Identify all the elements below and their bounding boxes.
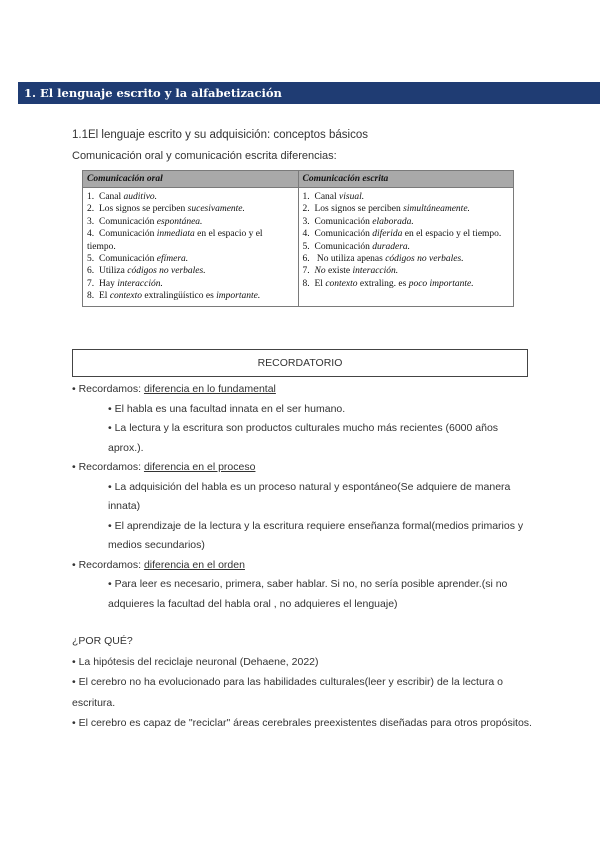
oral-item-text: Hay (99, 278, 118, 289)
written-item-text: Los signos se perciben (314, 204, 404, 215)
oral-item-text: importante. (216, 291, 261, 302)
written-item-text: visual. (339, 192, 365, 202)
written-item-number: 5. (302, 241, 310, 252)
written-item (303, 216, 510, 228)
written-item-text: poco importante. (408, 278, 474, 289)
oral-item (87, 290, 294, 302)
subsection-title: 1.1El lenguaje escrito y su adquisición: conceptos básicos (72, 129, 368, 141)
why-point: • El cerebro es capaz de "reciclar" áreas cerebrales preexistentes diseñadas para otros propósitos. (72, 717, 532, 729)
oral-item-number: 4. (87, 229, 95, 240)
reminder-point (72, 458, 532, 478)
written-list (303, 191, 510, 290)
reminder-lead: • Recordamos: (72, 558, 144, 571)
written-item-number: 2. (302, 204, 310, 215)
written-item (303, 228, 510, 240)
why-point: • El cerebro no ha evolucionado para las habilidades culturales(leer y escribir) de la lectura o escritura. (72, 676, 503, 709)
header-oral: Comunicación oral (83, 171, 299, 188)
written-item (303, 265, 510, 277)
why-title: ¿POR QUÉ? (72, 635, 133, 647)
written-item-text: existe (325, 266, 353, 277)
oral-item (87, 278, 294, 290)
oral-item-text: contexto (109, 291, 143, 302)
oral-item-number: 2. (87, 204, 95, 215)
oral-item-text: extralingüístico es (142, 291, 217, 302)
reminder-subpoint: • La lectura y la escritura son productos culturales mucho más recientes (6000 años aprox.). (108, 422, 499, 454)
written-item-text: Comunicación (314, 241, 373, 252)
oral-item (87, 203, 294, 215)
oral-item (87, 191, 294, 203)
oral-column (83, 188, 299, 307)
written-item-text: No utiliza apenas (314, 254, 386, 265)
written-column (298, 188, 514, 307)
reminder-topic: diferencia en el orden (143, 558, 245, 571)
written-item-text: extraling. es (357, 278, 409, 289)
written-item-text: El (314, 278, 326, 289)
why-section (72, 631, 532, 734)
oral-item-text: Comunicación (99, 229, 157, 240)
oral-item-number: 8. (87, 291, 95, 302)
oral-item (87, 216, 294, 228)
reminder-topic: diferencia en el proceso (143, 461, 256, 473)
reminder-notes (72, 380, 532, 614)
reminder-point (72, 556, 532, 576)
reminder-box (72, 349, 528, 377)
oral-item (87, 228, 294, 253)
oral-item-number: 3. (87, 216, 95, 227)
written-item-number: 6. (302, 254, 310, 265)
written-item (303, 191, 510, 203)
oral-item-text: El (99, 291, 110, 302)
written-item (303, 241, 510, 253)
written-item-text: duradera. (372, 241, 411, 252)
header-written: Comunicación escrita (298, 171, 514, 188)
reminder-lead: • Recordamos: (72, 383, 144, 395)
reminder-subpoint: • El habla es una facultad innata en el ser humano. (108, 402, 346, 415)
section-header (18, 82, 600, 104)
written-item-text: simultáneamente. (403, 204, 470, 215)
comparison-table (82, 170, 514, 307)
written-item-text: contexto (325, 278, 358, 289)
written-item-number: 7. (302, 266, 310, 277)
written-item (303, 278, 510, 290)
reminder-topic: diferencia en lo fundamental (143, 383, 276, 395)
oral-item-number: 6. (87, 266, 95, 277)
written-item-text: Canal (314, 192, 340, 202)
why-point: • La hipótesis del reciclaje neuronal (Dehaene, 2022) (72, 655, 319, 668)
written-item-text: elaborada. (372, 216, 414, 227)
why-points (72, 652, 532, 734)
oral-item-text: auditivo. (123, 192, 158, 202)
oral-item-number: 5. (87, 254, 95, 265)
written-item-number: 3. (302, 216, 310, 227)
written-item-text: en el espacio y el tiempo. (402, 229, 502, 240)
oral-item-text: Comunicación (99, 254, 157, 265)
oral-item-text: Utiliza (99, 266, 128, 277)
written-item-text: diferida (372, 229, 403, 240)
written-item-text: Comunicación (314, 229, 373, 240)
written-item-text: códigos no verbales. (385, 254, 464, 265)
written-item-number: 8. (302, 278, 310, 289)
written-item-number: 4. (302, 229, 310, 240)
reminder-lead: • Recordamos: (72, 461, 144, 473)
reminder-subpoint: • Para leer es necesario, primera, saber hablar. Si no, no sería posible aprender.(si no adquieres la facultad del habla oral , no adquieres el lenguaje) (108, 578, 508, 610)
oral-item-text: códigos no verbales. (127, 266, 206, 277)
oral-item-text: en el espacio y el tiempo. (87, 229, 263, 252)
oral-item-text: efímera. (156, 254, 189, 265)
oral-item (87, 253, 294, 265)
oral-item-text: Canal (99, 192, 124, 202)
oral-item-text: inmediata (156, 229, 195, 240)
oral-item-number: 7. (87, 278, 95, 289)
reminder-title: RECORDATORIO (257, 357, 343, 369)
written-item-text: No (314, 266, 326, 277)
reminder-subpoint: • La adquisición del habla es un proceso natural y espontáneo(Se adquiere de manera innata) (108, 480, 511, 512)
oral-item-text: Comunicación (99, 216, 157, 227)
reminder-subpoint: • El aprendizaje de la lectura y la escritura requiere enseñanza formal(medios primarios y medios secundarios) (108, 519, 524, 551)
oral-item-text: interacción. (117, 278, 163, 289)
oral-list (87, 191, 294, 303)
oral-item-text: espontánea. (156, 216, 203, 227)
oral-item (87, 265, 294, 277)
intro-text: Comunicación oral y comunicación escrita diferencias: (72, 150, 337, 162)
written-item (303, 253, 510, 265)
written-item-text: interacción. (352, 266, 399, 277)
written-item-number: 1. (302, 192, 310, 202)
section-header-title: 1. El lenguaje escrito y la alfabetización (24, 86, 282, 100)
oral-item-text: sucesivamente. (187, 204, 245, 215)
reminder-point (72, 380, 532, 400)
written-item-text: Comunicación (314, 216, 373, 227)
oral-item-number: 1. (87, 192, 95, 202)
oral-item-text: Los signos se perciben (99, 204, 188, 215)
written-item (303, 203, 510, 215)
